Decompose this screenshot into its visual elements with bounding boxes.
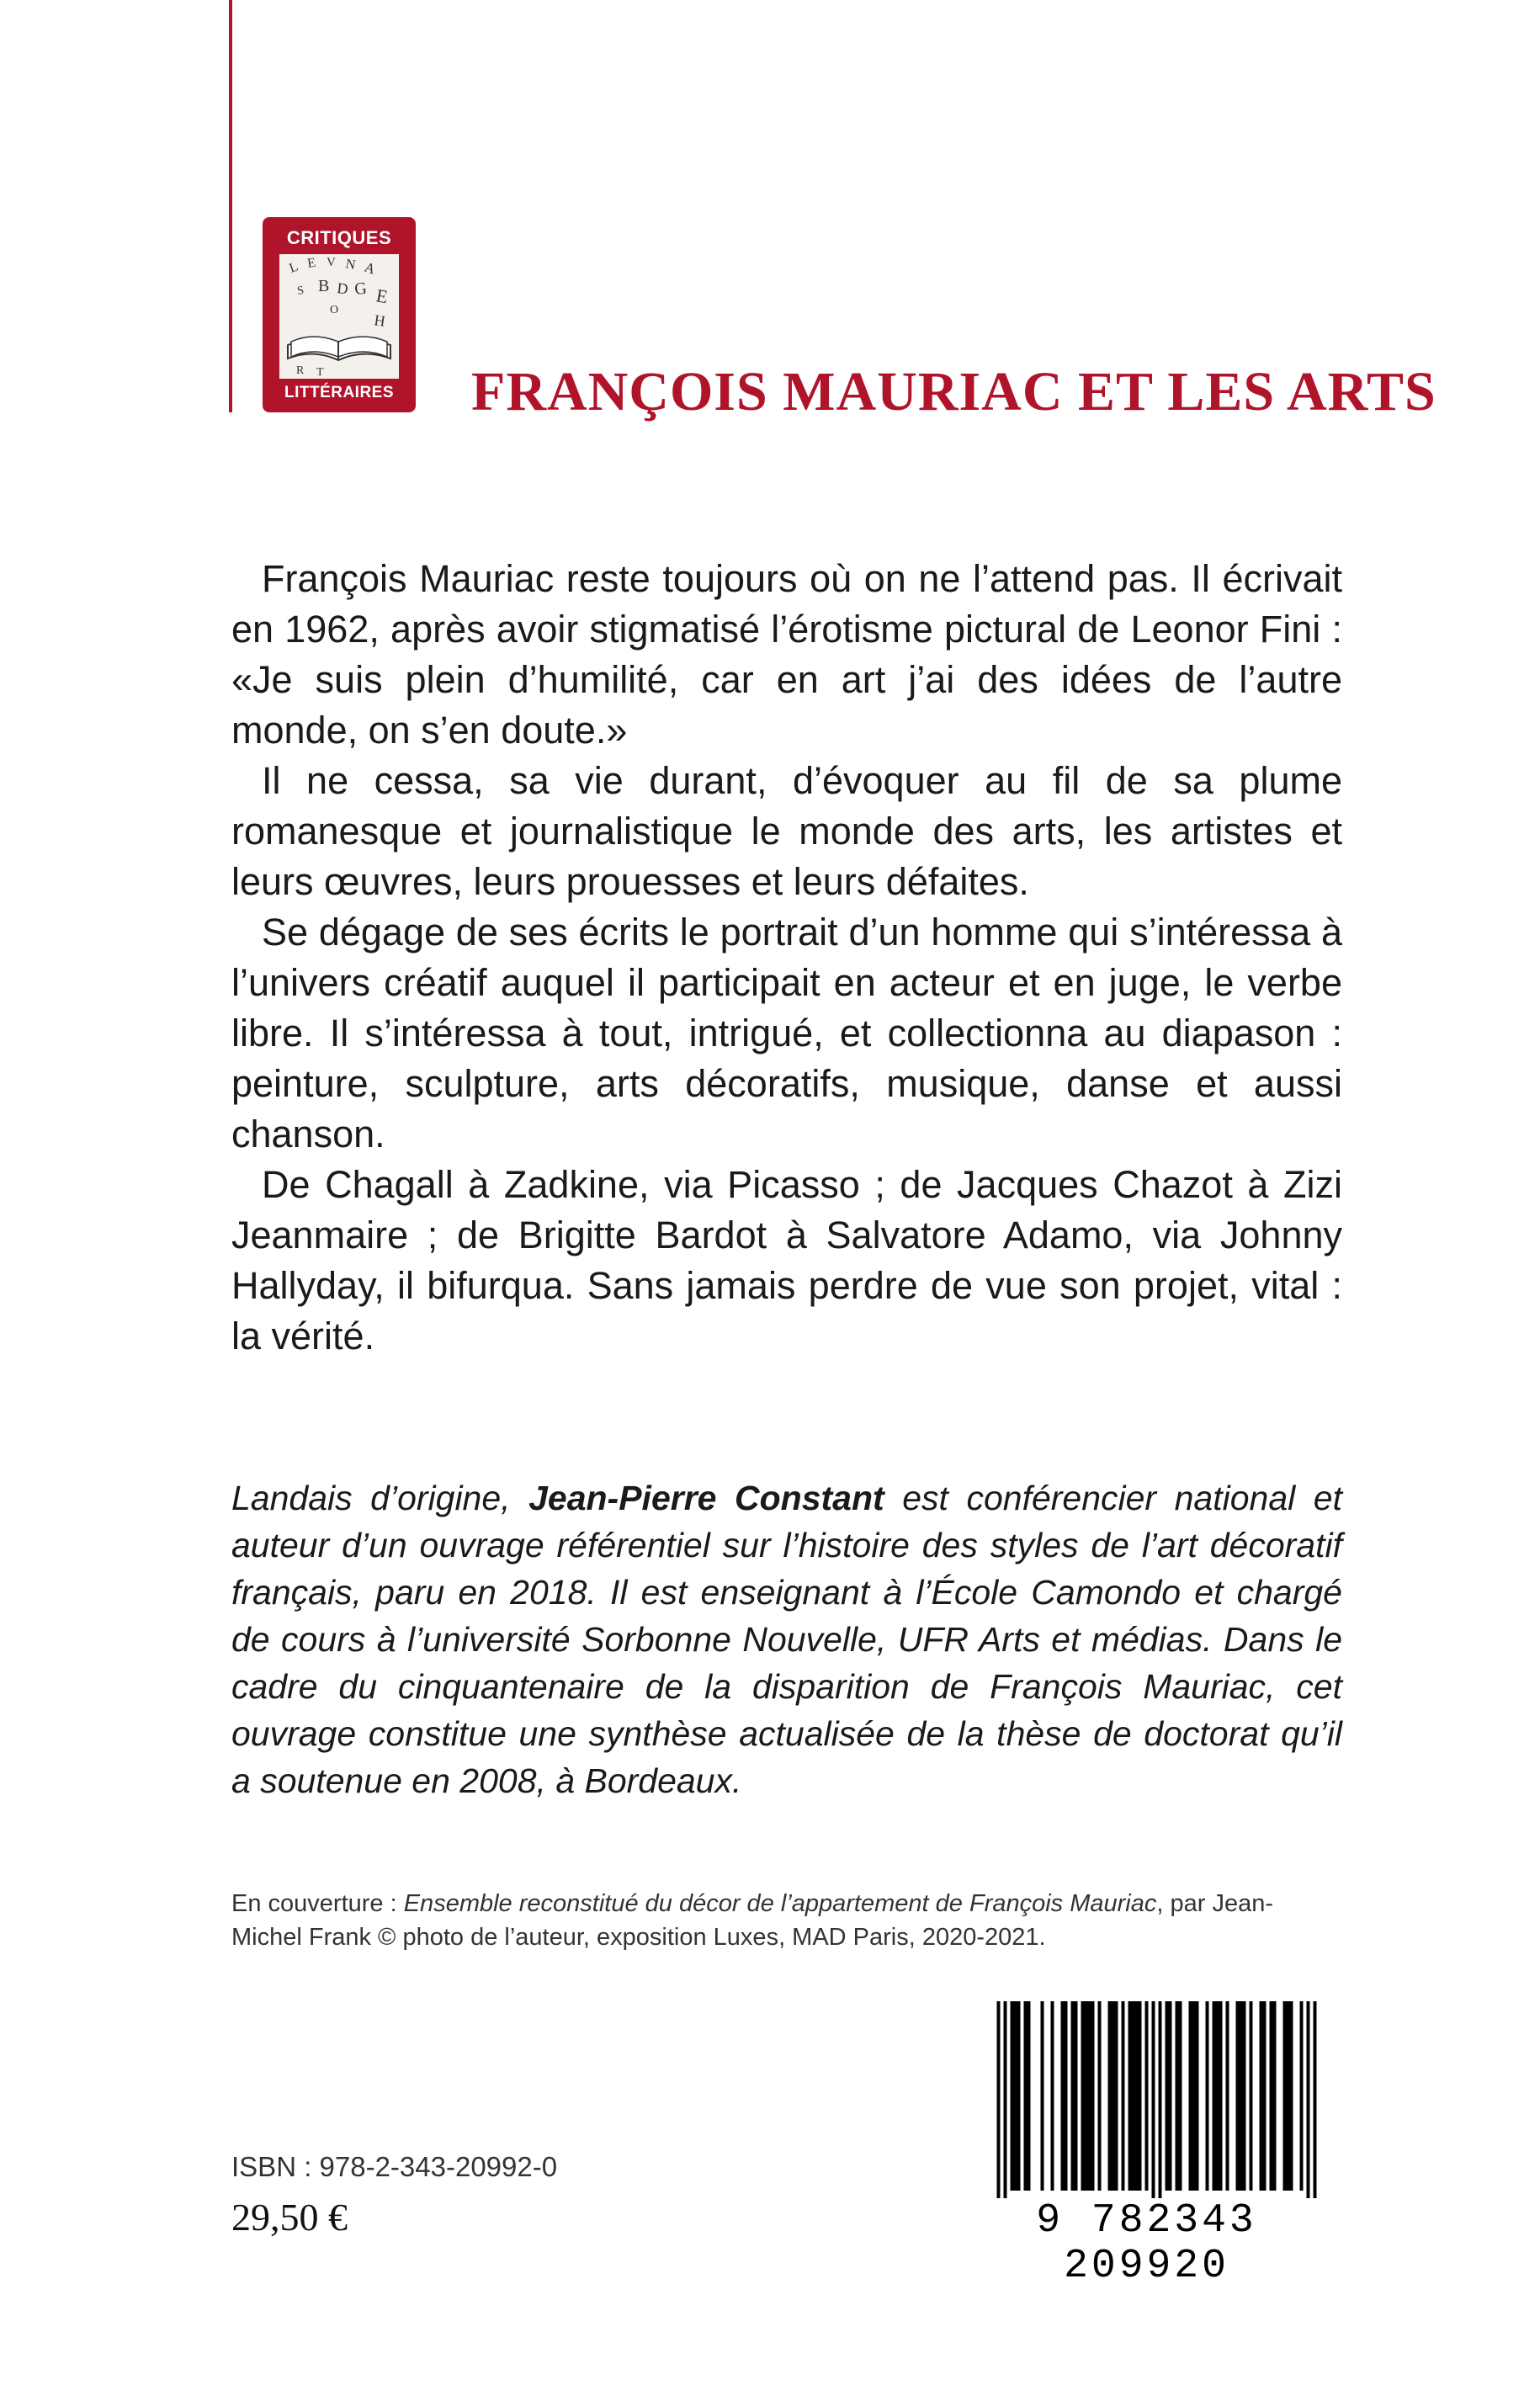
logo-letter: G	[353, 279, 368, 299]
barcode-bar	[1081, 2001, 1085, 2191]
red-vertical-rule	[229, 0, 232, 412]
barcode-bar	[1017, 2001, 1021, 2191]
logo-letter: H	[373, 311, 387, 330]
barcode-bar	[1128, 2001, 1132, 2191]
author-bio	[231, 1474, 1342, 1804]
barcode-bar	[1112, 2001, 1115, 2191]
barcode-bar	[1213, 2001, 1216, 2191]
logo-letter: E	[374, 284, 390, 308]
barcode-bar	[1240, 2001, 1243, 2191]
barcode	[951, 2001, 1342, 2289]
barcode-bar	[1088, 2001, 1091, 2191]
barcode-bar	[1061, 2001, 1065, 2191]
summary-paragraph: François Mauriac reste toujours où on ne l’attend pas. Il écrivait en 1962, après avoir stigmatisé l’érotisme pictural de Leonor Fini : «Je suis plein d’humilité, car en art j’ai des idées de l’autre monde, on s’en doute.»	[231, 557, 1342, 752]
logo-letter: V	[327, 256, 336, 269]
bio-prefix: Landais d’origine,	[231, 1479, 529, 1517]
summary-paragraph: Il ne cessa, sa vie durant, d’évoquer au fil de sa plume romanesque et journalistique le monde des arts, les artistes et leurs œuvres, leurs prouesses et leurs défaites.	[231, 759, 1342, 903]
cover-credit-label: En couverture :	[231, 1890, 404, 1917]
barcode-bar	[1307, 2001, 1310, 2203]
barcode-bar	[1260, 2001, 1263, 2191]
barcode-bar	[1159, 2001, 1162, 2203]
logo-letter: D	[336, 279, 349, 298]
barcode-bar	[1132, 2001, 1135, 2191]
barcode-bar	[1219, 2001, 1223, 2191]
logo-letter: S	[296, 284, 305, 298]
barcode-bar	[1051, 2001, 1054, 2191]
bio-text: est conférencier national et auteur d’un ouvrage référentiel sur l’histoire des styles de l’art décoratif français, paru en 2018. Il est enseignant à l’École Camondo et chargé de cours à l’université Sorbonne Nouvelle, UFR Arts et médias. Dans le cadre du cinquantenaire de la disparition de François Mauriac, cet ouvrage constitue une synthèse actualisée de la thèse de doctorat qu’il a soutenue en 2008, à Bordeaux.	[231, 1479, 1342, 1800]
barcode-bar	[1014, 2001, 1017, 2191]
barcode-bars	[951, 2001, 1342, 2203]
barcode-bar	[1216, 2001, 1219, 2191]
barcode-bar	[1024, 2001, 1028, 2191]
barcode-bar	[1108, 2001, 1112, 2191]
barcode-bar	[1122, 2001, 1125, 2191]
barcode-bar	[1287, 2001, 1290, 2191]
logo-letter: N	[344, 257, 357, 273]
barcode-bar	[1075, 2001, 1078, 2191]
cover-credit-text: , par Jean-Michel Frank © photo de l’auteur, exposition Luxes, MAD Paris, 2020-2021.	[231, 1890, 1273, 1951]
barcode-bar	[1236, 2001, 1240, 2191]
open-book-icon	[279, 254, 399, 379]
logo-letter: B	[318, 277, 330, 295]
barcode-bar	[1176, 2001, 1179, 2191]
barcode-bar	[1169, 2001, 1172, 2191]
barcode-bar	[1314, 2001, 1317, 2203]
logo-letter: E	[306, 255, 317, 271]
logo-bottom-text: LITTÉRAIRES	[284, 384, 395, 401]
logo-letter: O	[330, 304, 339, 316]
author-name: Jean-Pierre Constant	[528, 1479, 884, 1517]
barcode-bar	[1085, 2001, 1088, 2191]
barcode-bar	[1139, 2001, 1142, 2191]
barcode-bar	[1206, 2001, 1209, 2191]
barcode-bar	[1166, 2001, 1169, 2191]
logo-letter: R	[296, 364, 305, 377]
barcode-bar	[1290, 2001, 1293, 2191]
barcode-bar	[1226, 2001, 1229, 2191]
barcode-bar	[1041, 2001, 1044, 2191]
logo-top-text: CRITIQUES	[286, 227, 392, 248]
summary-text	[231, 554, 1342, 1362]
barcode-bar	[1028, 2001, 1031, 2191]
book-title: FRANÇOIS MAURIAC ET LES ARTS	[471, 361, 1436, 422]
isbn-text: ISBN : 978-2-343-20992-0	[231, 2151, 558, 2182]
logo-letter: A	[362, 258, 378, 278]
barcode-bar	[1196, 2001, 1199, 2191]
barcode-bar	[1250, 2001, 1253, 2191]
barcode-bar	[1152, 2001, 1155, 2203]
price-text: 29,50 €	[231, 2196, 348, 2239]
barcode-bar	[1273, 2001, 1277, 2191]
barcode-digits: 9 782343 209920	[951, 2198, 1342, 2289]
cover-credit	[231, 1887, 1342, 1954]
barcode-bar	[997, 2001, 1001, 2203]
logo-letter: T	[316, 366, 324, 379]
barcode-bar	[1263, 2001, 1267, 2191]
barcode-bar	[1135, 2001, 1139, 2191]
barcode-bar	[1071, 2001, 1075, 2191]
summary-paragraph: Se dégage de ses écrits le portrait d’un homme qui s’intéressa à l’univers créatif auquel il participait en acteur et en juge, le verbe libre. Il s’intéressa à tout, intrigué, et collectionna au diapason : peinture, sculpture, arts décoratifs, musique, danse et aussi chanson.	[231, 911, 1342, 1155]
barcode-bar	[1011, 2001, 1014, 2191]
barcode-bar	[1091, 2001, 1095, 2191]
summary-paragraph: De Chagall à Zadkine, via Picasso ; de Jacques Chazot à Zizi Jeanmaire ; de Brigitte Bardot à Salvatore Adamo, via Johnny Hallyday, il bifurqua. Sans jamais perdre de vue son projet, vital : la vérité.	[231, 1163, 1342, 1357]
barcode-bar	[1145, 2001, 1149, 2191]
barcode-bar	[1283, 2001, 1287, 2191]
barcode-bar	[1243, 2001, 1246, 2191]
barcode-bar	[1300, 2001, 1304, 2191]
barcode-bar	[1065, 2001, 1068, 2191]
barcode-bar	[1179, 2001, 1182, 2191]
barcode-bar	[1004, 2001, 1007, 2203]
logo-letter: L	[287, 259, 300, 276]
barcode-bar	[1270, 2001, 1273, 2191]
barcode-bar	[1189, 2001, 1192, 2191]
collection-logo	[263, 217, 416, 412]
barcode-bar	[1192, 2001, 1196, 2191]
cover-credit-title: Ensemble reconstitué du décor de l’appartement de François Mauriac	[403, 1890, 1157, 1917]
barcode-bar	[1115, 2001, 1118, 2191]
barcode-bar	[1098, 2001, 1102, 2191]
